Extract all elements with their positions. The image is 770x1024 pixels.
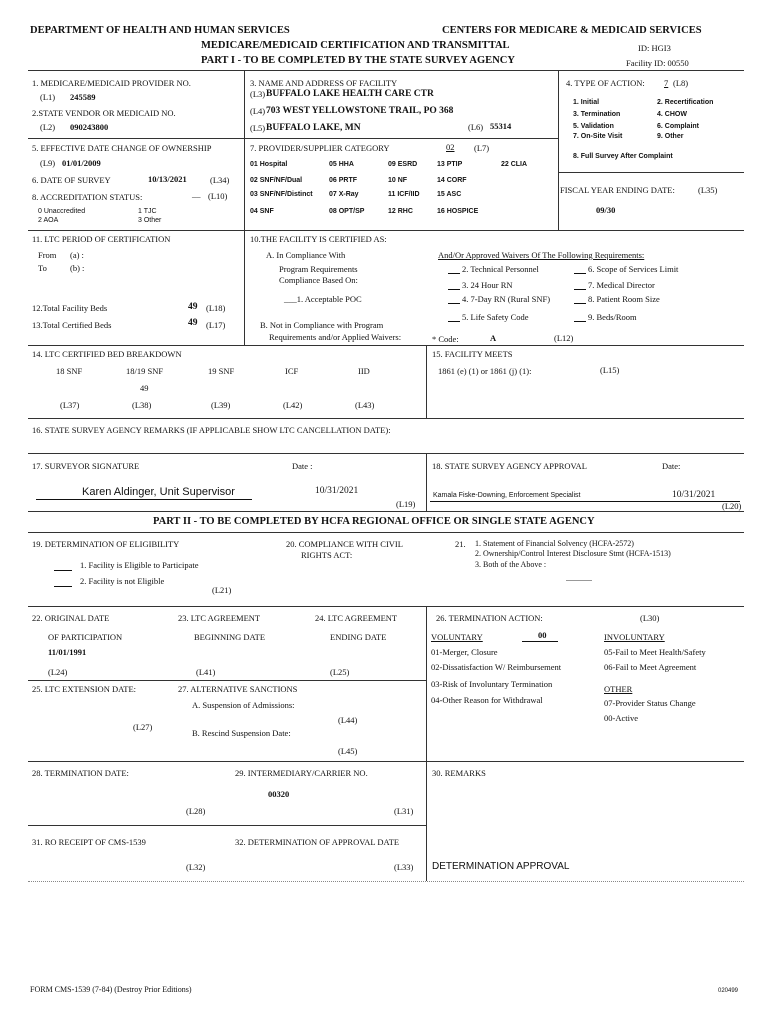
- agency-date[interactable]: 10/31/2021: [672, 490, 716, 500]
- provider-no-label: 1. MEDICARE/MEDICAID PROVIDER NO.: [32, 78, 191, 88]
- category-12: 12 RHC: [388, 208, 413, 215]
- not-in-compliance-label: B. Not in Compliance with Program: [260, 320, 384, 330]
- action-option-3: 3. Termination: [573, 111, 621, 118]
- action-option-2: 2. Recertification: [657, 99, 714, 106]
- waiver-7-day-rn[interactable]: 4. 7-Day RN (Rural SNF): [462, 294, 551, 304]
- category-07: 07 X-Ray: [329, 191, 359, 198]
- ltc-from-a: (a) :: [70, 250, 84, 260]
- intermediary-value[interactable]: 00320: [268, 789, 290, 799]
- l3-code: (L3): [250, 89, 266, 99]
- l39-code: (L39): [211, 400, 231, 410]
- l38-code: (L38): [132, 400, 152, 410]
- l18-code: (L18): [206, 303, 226, 313]
- eligibility-label: 19. DETERMINATION OF ELIGIBILITY: [32, 539, 180, 549]
- accreditation-option-2: 2 AOA: [38, 217, 59, 224]
- facility-street[interactable]: 703 WEST YELLOWSTONE TRAIL, PO 368: [266, 106, 454, 116]
- vendor-no-value[interactable]: 090243800: [70, 122, 109, 132]
- bed-breakdown-label: 14. LTC CERTIFIED BED BREAKDOWN: [32, 349, 182, 359]
- l5-code: (L5): [250, 123, 266, 133]
- category-16: 16 HOSPICE: [437, 208, 479, 215]
- type-of-action-label: 4. TYPE OF ACTION:: [566, 78, 645, 88]
- other-07: 07-Provider Status Change: [604, 698, 696, 708]
- l2-code: (L2): [40, 122, 56, 132]
- voluntary-label: VOLUNTARY: [431, 632, 483, 642]
- l34-code: (L34): [210, 175, 230, 185]
- in-compliance-label: A. In Compliance With: [266, 250, 346, 260]
- ownership-change-label: 5. EFFECTIVE DATE CHANGE OF OWNERSHIP: [32, 143, 212, 153]
- ltc-end-label: 24. LTC AGREEMENT: [315, 613, 398, 623]
- waivers-label: And/Or Approved Waivers Of The Following Requirements:: [438, 250, 645, 260]
- waiver-beds-room[interactable]: 9. Beds/Room: [588, 312, 637, 322]
- item-21-label: 21.: [455, 539, 466, 549]
- category-02: 02 SNF/NF/Dual: [250, 177, 303, 184]
- accreditation-label: 8. ACCREDITATION STATUS:: [32, 192, 143, 202]
- ltc-extension-label: 25. LTC EXTENSION DATE:: [32, 684, 137, 694]
- accreditation-option-0: 0 Unaccredited: [38, 208, 86, 215]
- ro-receipt-label: 31. RO RECEIPT OF CMS-1539: [32, 837, 146, 847]
- bed-col-18-19-snf: 18/19 SNF: [126, 366, 164, 376]
- category-13: 13 PTIP: [437, 161, 463, 168]
- waiver-medical-director[interactable]: 7. Medical Director: [588, 280, 655, 290]
- original-date-label-2: OF PARTICIPATION: [48, 632, 123, 642]
- l44-code: (L44): [338, 715, 358, 725]
- facility-city[interactable]: BUFFALO LAKE, MN: [266, 123, 361, 133]
- termination-date-label: 28. TERMINATION DATE:: [32, 768, 129, 778]
- ltc-end-label-2: ENDING DATE: [330, 632, 387, 642]
- total-certified-beds-value[interactable]: 49: [188, 318, 198, 328]
- code-label: * Code:: [432, 334, 459, 344]
- l30-code: (L30): [640, 613, 660, 623]
- l8-code: (L8): [673, 78, 689, 88]
- header-cms: CENTERS FOR MEDICARE & MEDICAID SERVICES: [442, 25, 702, 36]
- action-option-6: 6. Complaint: [657, 123, 700, 130]
- rescind-label: B. Rescind Suspension Date:: [192, 728, 291, 738]
- intermediary-label: 29. INTERMEDIARY/CARRIER NO.: [235, 768, 368, 778]
- compliance-based-label: Compliance Based On:: [279, 275, 358, 285]
- l45-code: (L45): [338, 746, 358, 756]
- ltc-to-b: (b) :: [70, 263, 85, 273]
- facility-name-label: 3. NAME AND ADDRESS OF FACILITY: [250, 78, 398, 88]
- total-certified-beds-label: 13.Total Certified Beds: [32, 320, 112, 330]
- agency-approval-label: 18. STATE SURVEY AGENCY APPROVAL: [432, 461, 587, 471]
- total-facility-beds-label: 12.Total Facility Beds: [32, 303, 108, 313]
- action-option-9: 9. Other: [657, 133, 684, 140]
- action-option-5: 5. Validation: [573, 123, 614, 130]
- type-of-action-value[interactable]: 7: [664, 78, 669, 88]
- header-department: DEPARTMENT OF HEALTH AND HUMAN SERVICES: [30, 25, 290, 36]
- l41-code: (L41): [196, 667, 216, 677]
- category-06: 06 PRTF: [329, 177, 358, 184]
- both-option: 3. Both of the Above :: [475, 560, 547, 569]
- l6-code: (L6): [468, 122, 484, 132]
- waiver-patient-room-size[interactable]: 8. Patient Room Size: [588, 294, 660, 304]
- ltc-period-label: 11. LTC PERIOD OF CERTIFICATION: [32, 234, 171, 244]
- ltc-begin-label: 23. LTC AGREEMENT: [178, 613, 261, 623]
- waiver-technical-personnel[interactable]: 2. Technical Personnel: [462, 264, 539, 274]
- fiscal-year-value[interactable]: 09/30: [596, 205, 616, 215]
- provider-category-label: 7. PROVIDER/SUPPLIER CATEGORY: [250, 143, 390, 153]
- facility-meets-label: 15. FACILITY MEETS: [432, 349, 513, 359]
- remarks-30-label: 30. REMARKS: [432, 768, 486, 778]
- category-08: 08 OPT/SP: [329, 208, 365, 215]
- financial-solvency-option: 1. Statement of Financial Solvency (HCFA-2572): [475, 539, 634, 548]
- facility-id: Facility ID: 00550: [626, 58, 689, 68]
- l27-code: (L27): [133, 722, 153, 732]
- category-22: 22 CLIA: [501, 161, 528, 168]
- original-date-label: 22. ORIGINAL DATE: [32, 613, 110, 623]
- category-04: 04 SNF: [250, 208, 274, 215]
- provider-no-value[interactable]: 245589: [70, 92, 96, 102]
- l42-code: (L42): [283, 400, 303, 410]
- voluntary-04: 04-Other Reason for Withdrawal: [431, 695, 543, 705]
- provider-category-value[interactable]: 02: [446, 142, 455, 152]
- surveyor-date[interactable]: 10/31/2021: [315, 486, 359, 496]
- category-10: 10 NF: [388, 177, 408, 184]
- l20-code: (L20): [722, 501, 742, 511]
- form-id: ID: HGI3: [638, 43, 671, 53]
- determination-approval: DETERMINATION APPROVAL: [432, 861, 570, 872]
- l37-code: (L37): [60, 400, 80, 410]
- involuntary-label: INVOLUNTARY: [604, 632, 665, 642]
- l10-code: (L10): [208, 191, 228, 201]
- voluntary-01: 01-Merger, Closure: [431, 647, 498, 657]
- action-option-7: 7. On-Site Visit: [573, 133, 623, 140]
- l19-code: (L19): [396, 499, 416, 509]
- ltc-begin-label-2: BEGINNING DATE: [194, 632, 266, 642]
- eligible-option[interactable]: 1. Facility is Eligible to Participate: [80, 560, 199, 570]
- accreditation-value[interactable]: __: [192, 189, 201, 199]
- not-eligible-option[interactable]: 2. Facility is not Eligible: [80, 576, 165, 586]
- ltc-from-label: From: [38, 250, 57, 260]
- l32-code: (L32): [186, 862, 206, 872]
- waiver-scope-of-services[interactable]: 6. Scope of Services Limit: [588, 264, 679, 274]
- category-05: 05 HHA: [329, 161, 354, 168]
- other-00: 00-Active: [604, 713, 638, 723]
- l33-code: (L33): [394, 862, 414, 872]
- l28-code: (L28): [186, 806, 206, 816]
- form-footer: FORM CMS-1539 (7-84) (Destroy Prior Editions): [30, 985, 192, 994]
- part1-title: PART I - TO BE COMPLETED BY THE STATE SURVEY AGENCY: [201, 55, 515, 66]
- termination-action-label: 26. TERMINATION ACTION:: [436, 613, 543, 623]
- voluntary-03: 03-Risk of Involuntary Termination: [431, 679, 553, 689]
- survey-date-label: 6. DATE OF SURVEY: [32, 175, 111, 185]
- surveyor-signature[interactable]: Karen Aldinger, Unit Supervisor: [82, 486, 235, 498]
- l12-code: (L12): [554, 333, 574, 343]
- ownership-disclosure-option: 2. Ownership/Control Interest Disclosure Stmt (HCFA-1513): [475, 549, 671, 558]
- waiver-life-safety-code[interactable]: 5. Life Safety Code: [462, 312, 529, 322]
- action-option-8: 8. Full Survey After Complaint: [573, 153, 673, 160]
- surveyor-date-label: Date :: [292, 461, 313, 471]
- bed-col-iid: IID: [358, 366, 370, 376]
- voluntary-02: 02-Dissatisfaction W/ Reimbursement: [431, 662, 562, 672]
- agency-signature[interactable]: Kamala Fiske-Downing, Enforcement Specialist: [433, 492, 581, 499]
- approval-date-label: 32. DETERMINATION OF APPROVAL DATE: [235, 837, 400, 847]
- l31-code: (L31): [394, 806, 414, 816]
- form-title: MEDICARE/MEDICAID CERTIFICATION AND TRANSMITTAL: [201, 40, 510, 51]
- ownership-change-date[interactable]: 01/01/2009: [62, 158, 101, 168]
- fiscal-year-label: FISCAL YEAR ENDING DATE:: [560, 185, 675, 195]
- l15-code: (L15): [600, 365, 620, 375]
- category-15: 15 ASC: [437, 191, 462, 198]
- bed-col-19-snf: 19 SNF: [208, 366, 235, 376]
- waiver-24-hour-rn[interactable]: 3. 24 Hour RN: [462, 280, 513, 290]
- l35-code: (L35): [698, 185, 718, 195]
- bed-col-icf: ICF: [285, 366, 299, 376]
- suspension-label: A. Suspension of Admissions:: [192, 700, 295, 710]
- category-01: 01 Hospital: [250, 161, 288, 168]
- l25-code: (L25): [330, 667, 350, 677]
- l9-code: (L9): [40, 158, 56, 168]
- acceptable-poc[interactable]: ___1. Acceptable POC: [284, 294, 362, 304]
- surveyor-signature-label: 17. SURVEYOR SIGNATURE: [32, 461, 140, 471]
- l1-code: (L1): [40, 92, 56, 102]
- facility-name[interactable]: BUFFALO LAKE HEALTH CARE CTR: [266, 89, 434, 99]
- not-in-compliance-label-2: Requirements and/or Applied Waivers:: [269, 332, 402, 342]
- bed-value-18-19-snf[interactable]: 49: [140, 383, 149, 393]
- total-facility-beds-value[interactable]: 49: [188, 302, 198, 312]
- accreditation-option-3: 3 Other: [138, 217, 162, 224]
- vendor-no-label: 2.STATE VENDOR OR MEDICAID NO.: [32, 108, 176, 118]
- action-option-4: 4. CHOW: [657, 111, 687, 118]
- code-value[interactable]: A: [490, 333, 497, 343]
- bed-col-18-snf: 18 SNF: [56, 366, 83, 376]
- category-09: 09 ESRD: [388, 161, 418, 168]
- involuntary-06: 06-Fail to Meet Agreement: [604, 662, 697, 672]
- program-requirements-label: Program Requirements: [279, 264, 358, 274]
- l7-code: (L7): [474, 143, 490, 153]
- involuntary-05: 05-Fail to Meet Health/Safety: [604, 647, 706, 657]
- category-03: 03 SNF/NF/Distinct: [250, 191, 313, 198]
- accreditation-option-1: 1 TJC: [138, 208, 157, 215]
- civil-rights-label-2: RIGHTS ACT:: [301, 550, 353, 560]
- l17-code: (L17): [206, 320, 226, 330]
- l24-code: (L24): [48, 667, 68, 677]
- category-14: 14 CORF: [437, 177, 467, 184]
- facility-zip[interactable]: 55314: [490, 121, 512, 131]
- facility-meets-text: 1861 (e) (1) or 1861 (j) (1):: [438, 366, 532, 376]
- form-number: 020499: [718, 988, 739, 994]
- agency-date-label: Date:: [662, 461, 681, 471]
- civil-rights-label: 20. COMPLIANCE WITH CIVIL: [286, 539, 403, 549]
- l43-code: (L43): [355, 400, 375, 410]
- action-option-1: 1. Initial: [573, 99, 600, 106]
- part2-title: PART II - TO BE COMPLETED BY HCFA REGIONAL OFFICE OR SINGLE STATE AGENCY: [153, 516, 595, 527]
- survey-date-value[interactable]: 10/13/2021: [148, 174, 187, 184]
- category-11: 11 ICF/IID: [388, 191, 420, 198]
- original-date-value[interactable]: 11/01/1991: [48, 647, 87, 657]
- remarks-16-label: 16. STATE SURVEY AGENCY REMARKS (IF APPLICABLE SHOW LTC CANCELLATION DATE):: [32, 425, 391, 435]
- ltc-to-label: To: [38, 263, 47, 273]
- certified-as-label: 10.THE FACILITY IS CERTIFIED AS:: [250, 234, 387, 244]
- l4-code: (L4): [250, 106, 266, 116]
- alt-sanctions-label: 27. ALTERNATIVE SANCTIONS: [178, 684, 298, 694]
- termination-action-value[interactable]: 00: [538, 630, 547, 640]
- other-label: OTHER: [604, 684, 633, 694]
- l21-code: (L21): [212, 585, 232, 595]
